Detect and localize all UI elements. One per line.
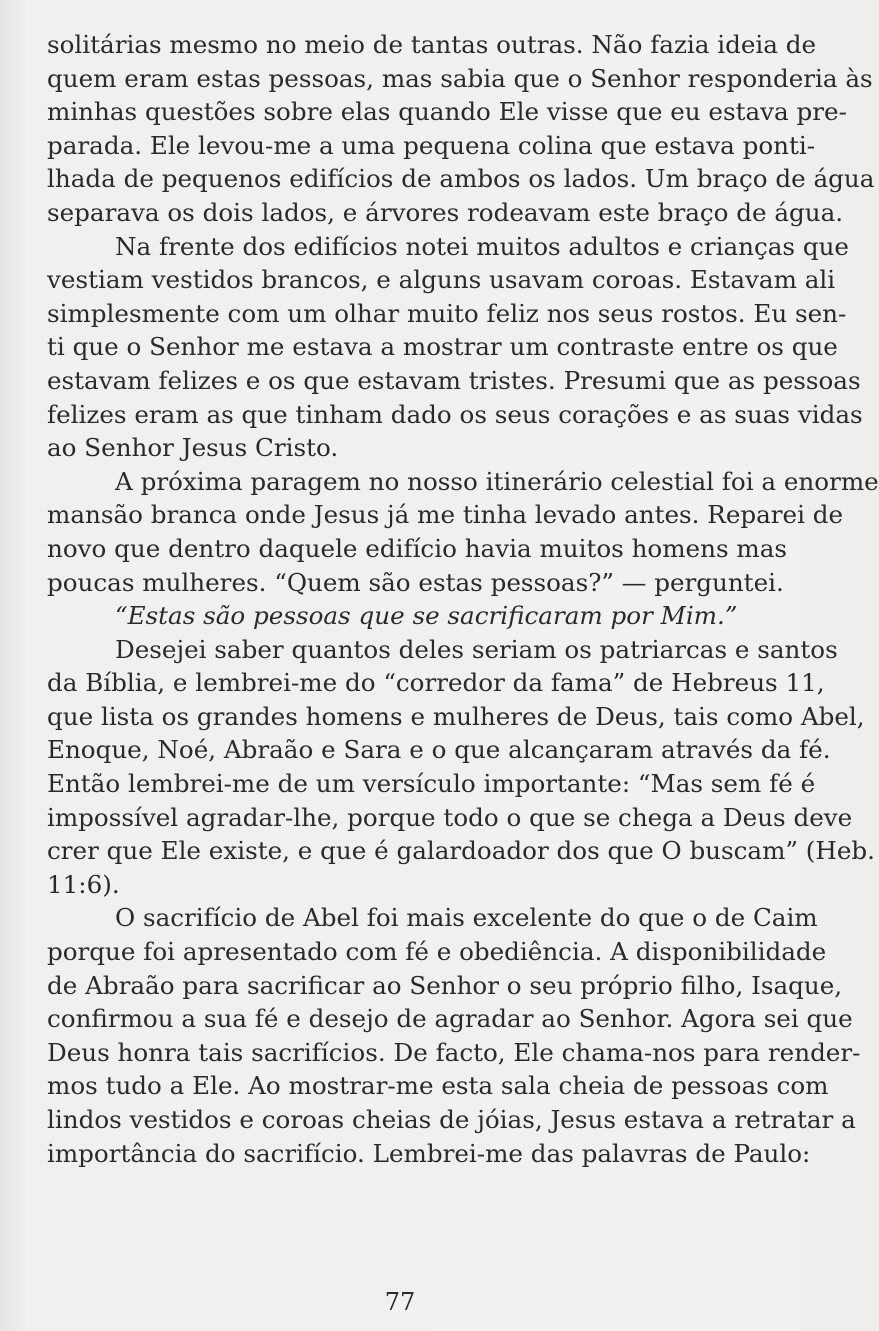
text-line: quem eram estas pessoas, mas sabia que o Senhor responderia às — [47, 63, 873, 93]
page-number: 77 — [384, 1288, 416, 1316]
text-line: mos tudo a Ele. Ao mostrar-me esta sala cheia de pessoas com — [47, 1071, 829, 1101]
text-line: ao Senhor Jesus Cristo. — [47, 433, 339, 463]
text-line: porque foi apresentado com fé e obediência. A disponibilidade — [47, 937, 827, 967]
text-line: novo que dentro daquele edifício havia muitos homens mas — [47, 533, 787, 563]
text-line: O sacrifício de Abel foi mais excelente do que o de Caim — [115, 903, 818, 933]
text-line: de Abraão para sacrificar ao Senhor o seu próprio filho, Isaque, — [47, 970, 843, 1000]
text-line: impossível agradar-lhe, porque todo o que se chega a Deus deve — [47, 802, 853, 832]
text-line: separava os dois lados, e árvores rodeavam este braço de água. — [47, 197, 844, 227]
text-line: lindos vestidos e coroas cheias de jóias, Jesus estava a retratar a — [47, 1105, 856, 1134]
text-line: que lista os grandes homens e mulheres de Deus, tais como Abel, — [47, 701, 865, 731]
text-line: estavam felizes e os que estavam tristes. Presumi que as pessoas — [47, 365, 861, 395]
text-line: ti que o Senhor me estava a mostrar um contraste entre os que — [47, 332, 838, 362]
text-line: Na frente dos edifícios notei muitos adultos e crianças que — [115, 231, 849, 261]
text-line: Então lembrei-me de um versículo importante: “Mas sem fé é — [47, 769, 816, 799]
quote-line: “Estas são pessoas que se sacrificaram por Mim.” — [115, 601, 738, 631]
text-line: felizes eram as que tinham dado os seus corações e as suas vidas — [47, 399, 863, 429]
body-text — [47, 28, 879, 1170]
text-line: da Bíblia, e lembrei-me do “corredor da fama” de Hebreus 11, — [47, 668, 825, 698]
text-line: mansão branca onde Jesus já me tinha levado antes. Reparei de — [47, 500, 844, 530]
text-line: crer que Ele existe, e que é galardoador dos que O buscam” (Heb. — [47, 836, 875, 866]
text-line: Desejei saber quantos deles seriam os patriarcas e santos — [115, 634, 838, 664]
text-line: 11:6). — [47, 869, 120, 899]
text-line: lhada de pequenos edifícios de ambos os lados. Um braço de água — [47, 164, 875, 194]
text-line: A próxima paragem no nosso itinerário celestial foi a enorme — [115, 466, 879, 496]
text-line: Enoque, Noé, Abraão e Sara e o que alcançaram através da fé. — [47, 735, 831, 765]
text-line: Deus honra tais sacrifícios. De facto, Ele chama-nos para render- — [47, 1037, 861, 1067]
text-line: minhas questões sobre elas quando Ele visse que eu estava pre- — [47, 97, 847, 127]
text-line: importância do sacrifício. Lembrei-me das palavras de Paulo: — [47, 1138, 811, 1168]
text-line: solitárias mesmo no meio de tantas outras. Não fazia ideia de — [47, 30, 817, 59]
text-line: confirmou a sua fé e desejo de agradar ao Senhor. Agora sei que — [47, 1004, 853, 1034]
text-line: parada. Ele levou-me a uma pequena colina que estava ponti- — [47, 130, 816, 160]
text-line: vestiam vestidos brancos, e alguns usavam coroas. Estavam ali — [47, 265, 836, 295]
text-line: simplesmente com um olhar muito feliz nos seus rostos. Eu sen- — [47, 298, 847, 328]
text-line: poucas mulheres. “Quem são estas pessoas?” — perguntei. — [47, 567, 784, 597]
